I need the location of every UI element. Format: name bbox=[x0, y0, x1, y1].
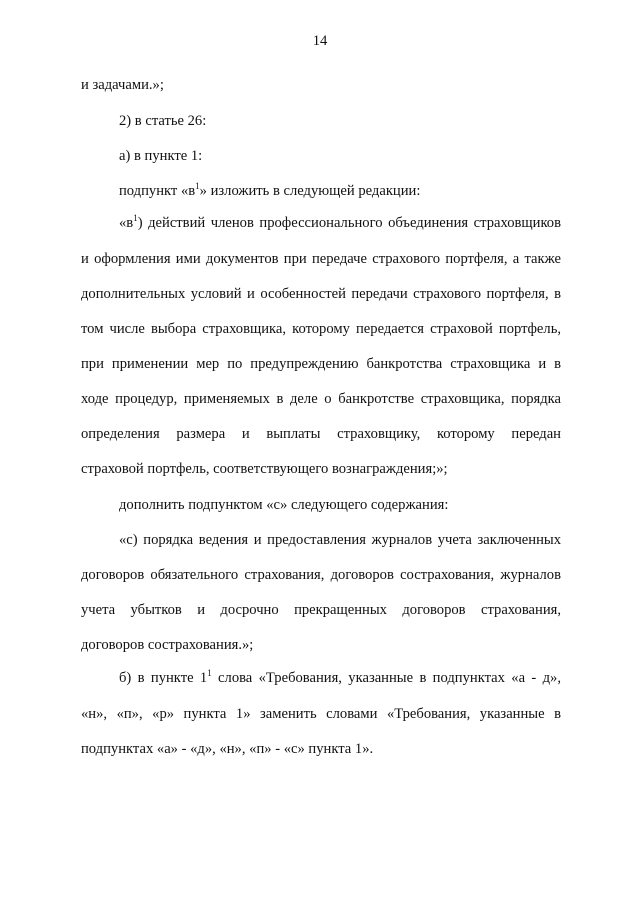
text-line-1: и задачами.»; bbox=[81, 77, 164, 93]
article-26-heading: 2) в статье 26: bbox=[119, 113, 207, 129]
subpoint-s-text-start: «с) порядка ведения и предоставления журналов учета заключенных bbox=[119, 532, 561, 548]
subpoint-v1-text-start bbox=[119, 215, 561, 232]
text-fragment: б) в пункте 1 bbox=[119, 670, 208, 686]
point-1-heading: а) в пункте 1: bbox=[119, 148, 203, 164]
text-fragment: ) действий членов профессионального объединения страховщиков bbox=[137, 215, 561, 231]
text-line-12: страховой портфель, соответствующего вознаграждения;»; bbox=[81, 461, 448, 477]
text-line-9: при применении мер по предупреждению банкротства страховщика и в bbox=[81, 356, 561, 372]
text-line-16: учета убытков и досрочно прекращенных договоров страхования, bbox=[81, 602, 561, 618]
text-fragment: » изложить в следующей редакции: bbox=[199, 183, 421, 199]
text-fragment: подпункт «в bbox=[119, 183, 196, 199]
text-line-8: том числе выбора страховщика, которому передается страховой портфель, bbox=[81, 321, 561, 337]
page-number: 14 bbox=[312, 33, 328, 49]
text-fragment: «в bbox=[119, 215, 134, 231]
text-line-19: «н», «п», «р» пункта 1» заменить словами «Требования, указанные в bbox=[81, 706, 561, 722]
subpoint-v1-intro bbox=[119, 183, 420, 200]
text-line-10: ходе процедур, применяемых в деле о банкротстве страховщика, порядка bbox=[81, 391, 561, 407]
text-line-11: определения размера и выплаты страховщику, которому передан bbox=[81, 426, 561, 442]
text-line-6: и оформления ими документов при передаче страхового портфеля, а также bbox=[81, 251, 561, 267]
text-line-20: подпунктах «а» - «д», «н», «п» - «с» пункта 1». bbox=[81, 741, 374, 757]
superscript: 1 bbox=[133, 213, 138, 223]
text-line-17: договоров сострахования.»; bbox=[81, 637, 254, 653]
text-line-7: дополнительных условий и особенностей передачи страхового портфеля, в bbox=[81, 286, 561, 302]
subpoint-s-intro: дополнить подпунктом «с» следующего содержания: bbox=[119, 497, 449, 513]
superscript: 1 bbox=[195, 181, 200, 191]
text-fragment: слова «Требования, указанные в подпунктах «а - д», bbox=[211, 670, 561, 686]
point-1-1-text-start bbox=[119, 670, 561, 687]
text-line-15: договоров обязательного страхования, договоров сострахования, журналов bbox=[81, 567, 561, 583]
superscript: 1 bbox=[207, 668, 212, 678]
